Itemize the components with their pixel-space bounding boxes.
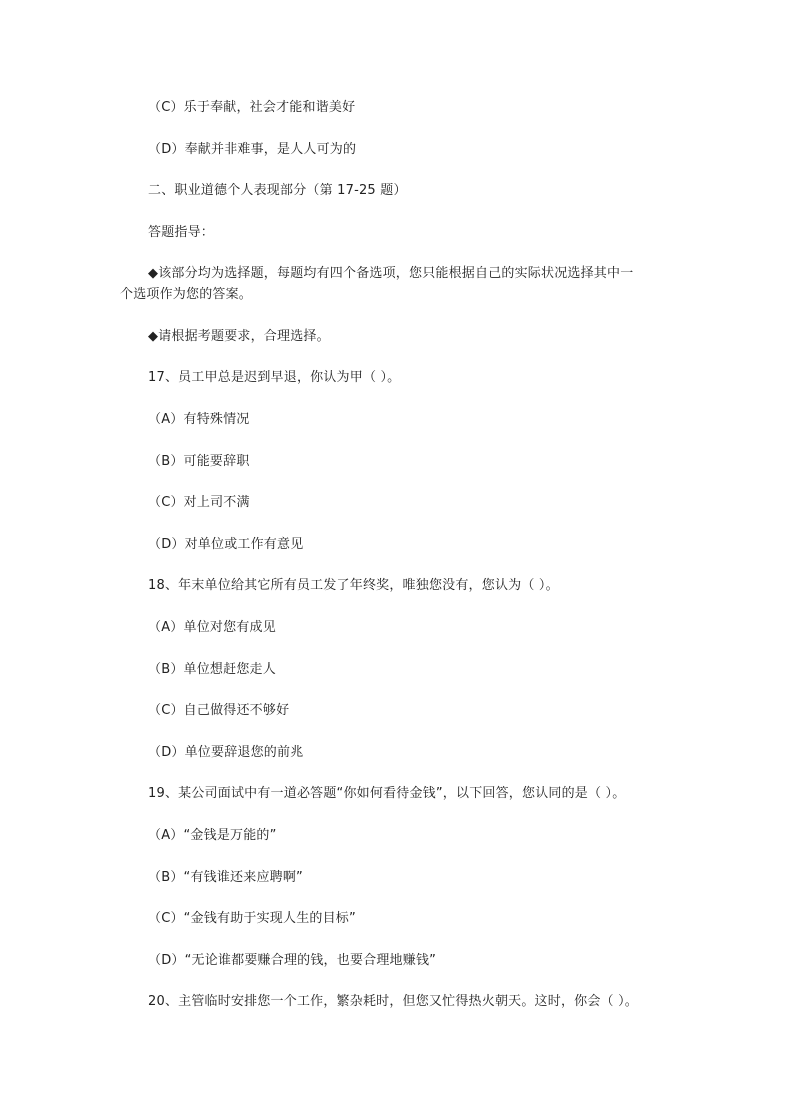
question-19: 19、某公司面试中有一道必答题“你如何看待金钱”，以下回答，您认同的是（ ）。 xyxy=(148,786,626,801)
question-18-option-c: （C）自己做得还不够好 xyxy=(148,703,290,718)
guide-bullet-1-line-2: 个选项作为您的答案。 xyxy=(120,287,253,302)
question-19-option-b: （B）“有钱谁还来应聘啊” xyxy=(148,870,303,885)
option-d-previous: （D）奉献并非难事，是人人可为的 xyxy=(148,142,357,157)
question-18: 18、年末单位给其它所有员工发了年终奖，唯独您没有，您认为（ ）。 xyxy=(148,578,559,593)
question-17-option-b: （B）可能要辞职 xyxy=(148,454,250,469)
question-18-option-a: （A）单位对您有成见 xyxy=(148,620,276,635)
question-17-option-a: （A）有特殊情况 xyxy=(148,412,250,427)
question-20: 20、主管临时安排您一个工作，繁杂耗时，但您又忙得热火朝天。这时，你会（ ）。 xyxy=(148,994,638,1009)
question-17-option-c: （C）对上司不满 xyxy=(148,495,250,510)
question-18-option-d: （D）单位要辞退您的前兆 xyxy=(148,745,304,760)
question-19-option-d: （D）“无论谁都要赚合理的钱，也要合理地赚钱” xyxy=(148,953,437,968)
question-19-option-c: （C）“金钱有助于实现人生的目标” xyxy=(148,911,356,926)
option-c-previous: （C）乐于奉献，社会才能和谐美好 xyxy=(148,100,356,115)
guide-bullet-1-line-1: ◆该部分均为选择题，每题均有四个备选项，您只能根据自己的实际状况选择其中一 xyxy=(148,266,634,281)
guide-bullet-2: ◆请根据考题要求，合理选择。 xyxy=(148,329,330,344)
question-17: 17、员工甲总是迟到早退，你认为甲（ ）。 xyxy=(148,370,401,385)
guide-heading: 答题指导： xyxy=(148,225,215,240)
question-17-option-d: （D）对单位或工作有意见 xyxy=(148,537,304,552)
question-18-option-b: （B）单位想赶您走人 xyxy=(148,662,276,677)
section-heading: 二、职业道德个人表现部分（第 17-25 题） xyxy=(148,183,407,198)
question-19-option-a: （A）“金钱是万能的” xyxy=(148,828,277,843)
